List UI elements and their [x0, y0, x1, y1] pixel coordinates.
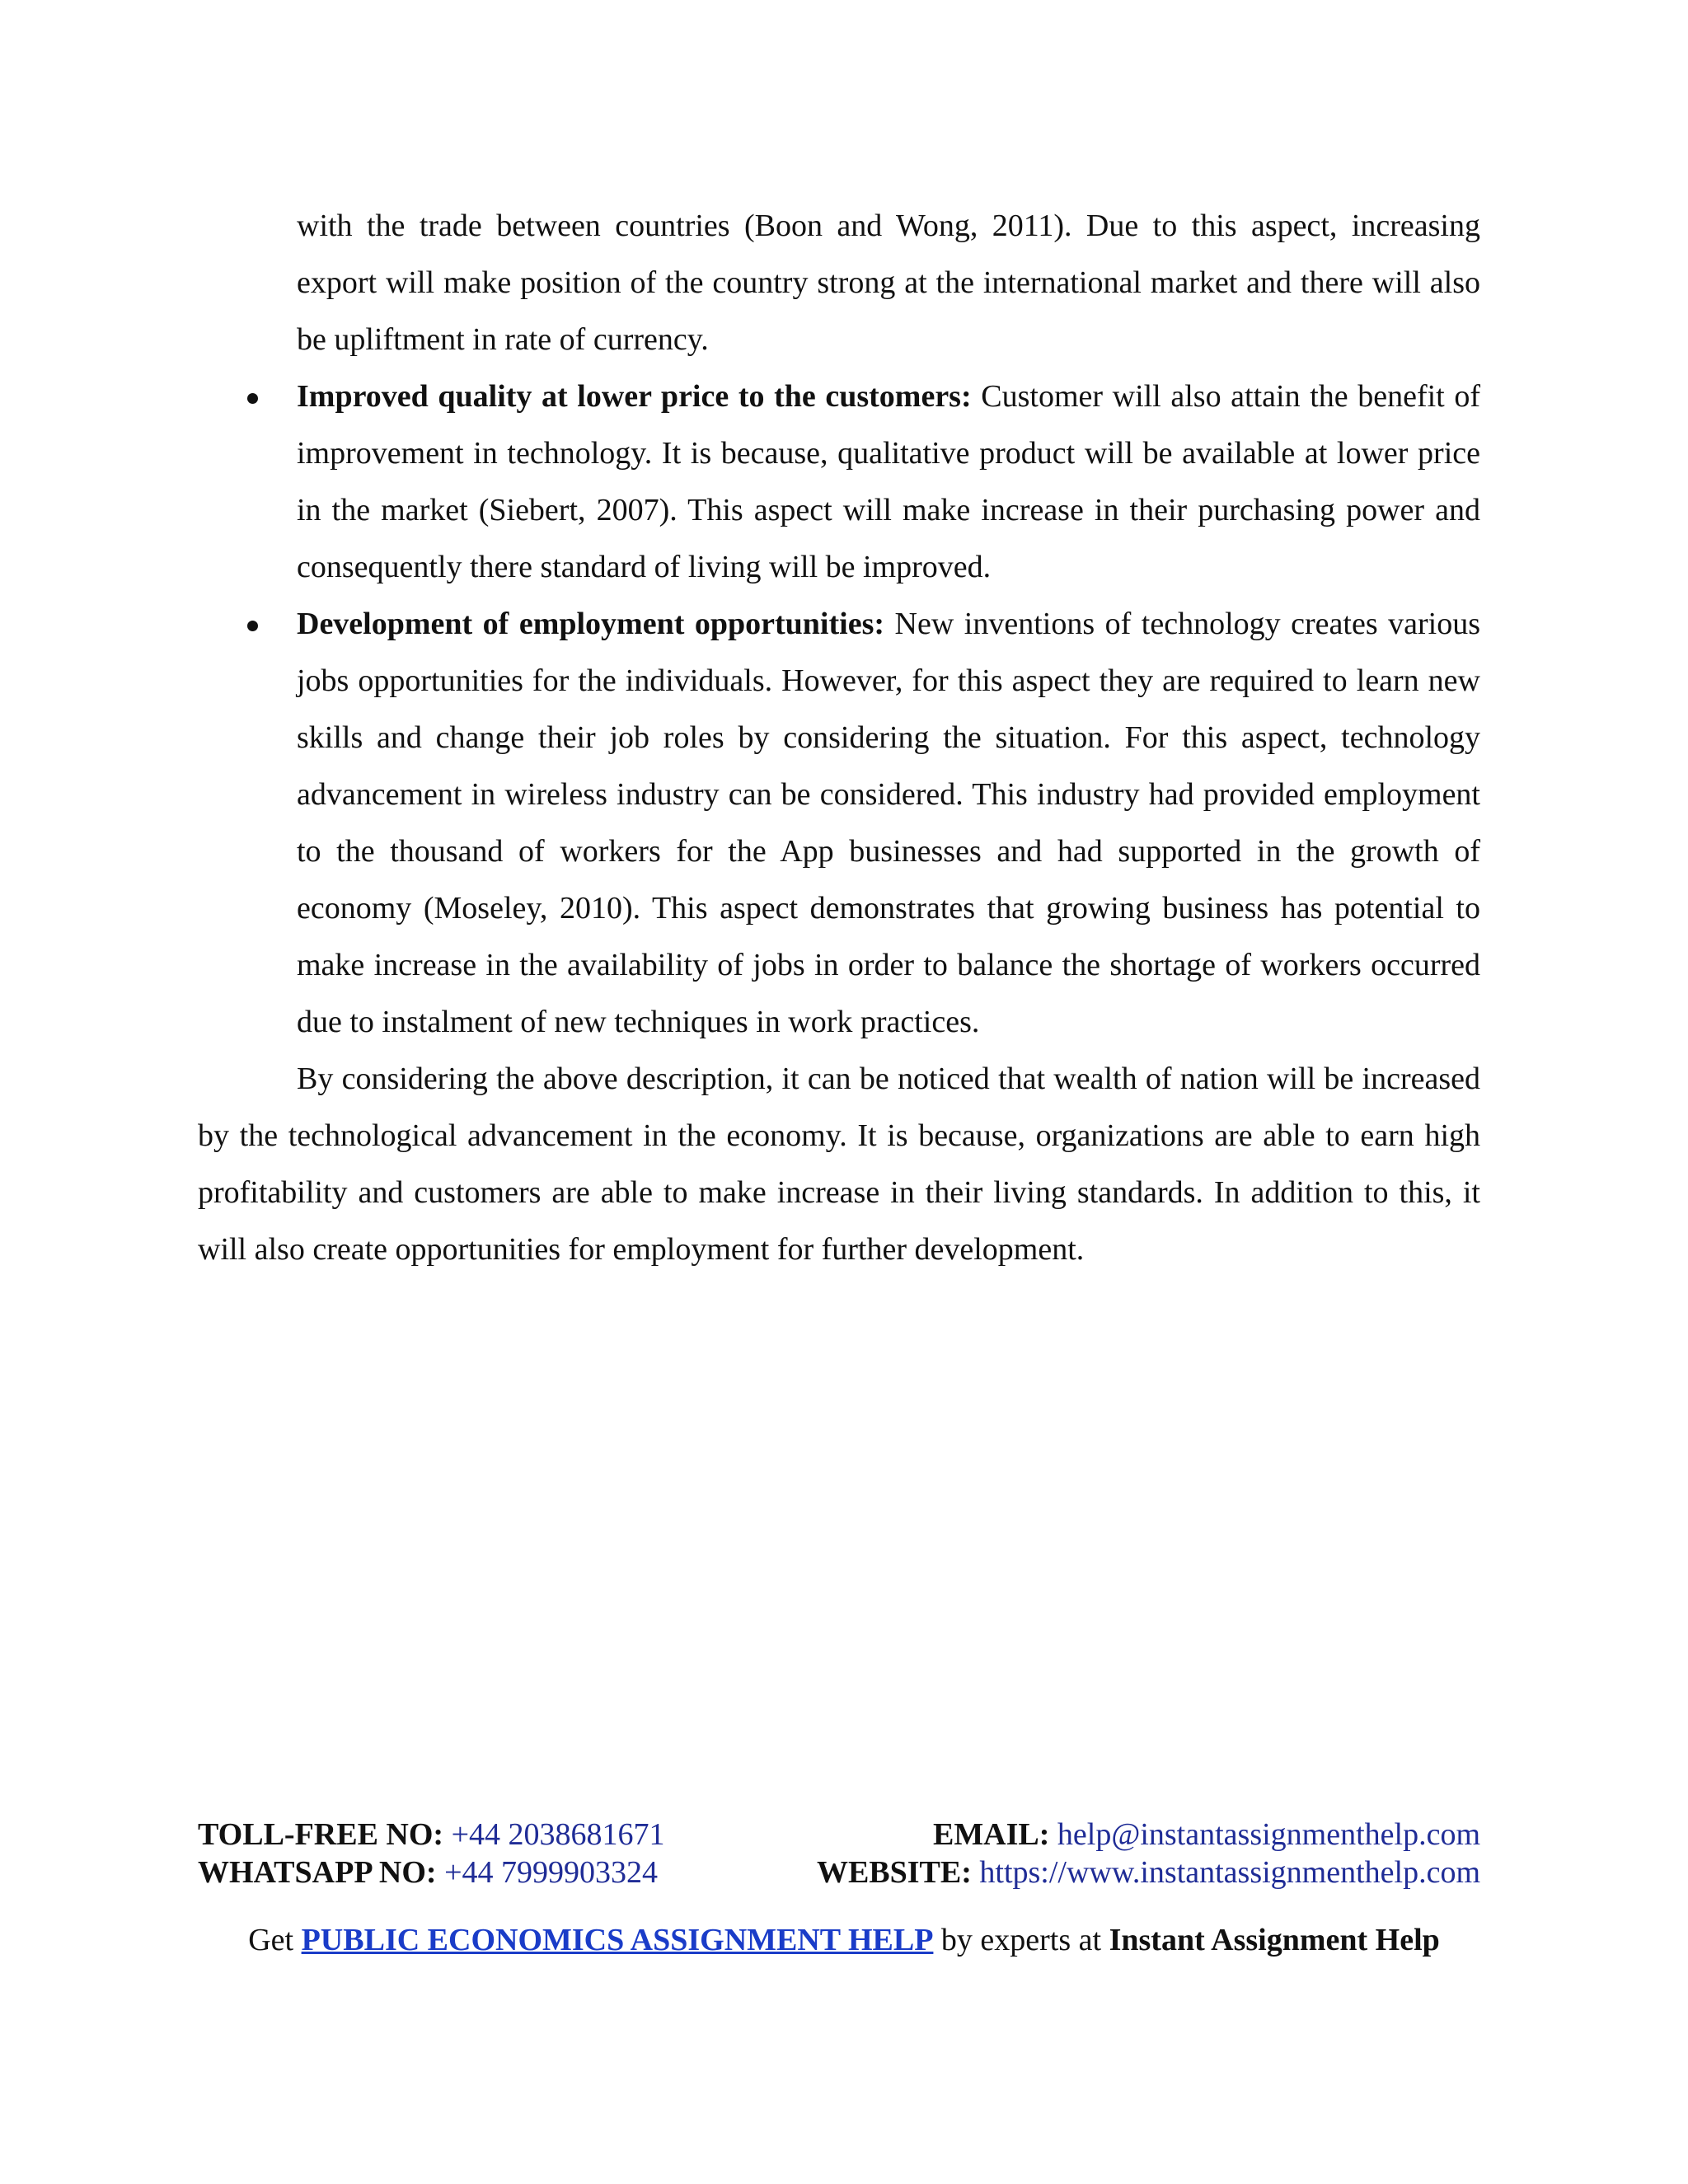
contact-footer — [198, 1816, 1480, 1891]
tollfree-block — [198, 1816, 725, 1854]
bullet-text: Customer will also attain the benefit of improvement in technology. It is because, qualitative product will be available at lower price in the market (Siebert, 2007). This aspect will make increase in their purchasing power and consequently there standard of living will be improved. — [297, 379, 1480, 584]
document-body — [198, 198, 1480, 1278]
bullet-icon — [247, 393, 258, 404]
promo-line — [0, 1920, 1688, 1960]
bullet-heading: Development of employment opportunities: — [297, 607, 885, 641]
email-block — [933, 1816, 1480, 1854]
footer-row-2 — [198, 1854, 1480, 1891]
promo-link[interactable]: PUBLIC ECONOMICS ASSIGNMENT HELP — [301, 1923, 934, 1957]
whatsapp-number[interactable]: +44 7999903324 — [444, 1855, 659, 1890]
bullet-item-quality — [198, 368, 1480, 596]
bullet-text: New inventions of technology creates various jobs opportunities for the individuals. However, for this aspect they are required to learn new skills and change their job roles by considering the situation. For this aspect, technology advancement in wireless industry can be considered. This industry had provided employment to the thousand of workers for the App businesses and had supported in the growth of economy (Moseley, 2010). This aspect demonstrates that growing business has potential to make increase in the availability of jobs in order to balance the shortage of workers occurred due to instalment of new techniques in work practices. — [297, 607, 1480, 1039]
website-label: WEBSITE: — [816, 1855, 972, 1890]
website-block — [817, 1854, 1480, 1891]
promo-prefix: Get — [248, 1923, 294, 1957]
email-label: EMAIL: — [932, 1817, 1050, 1852]
conclusion-paragraph: By considering the above description, it can be noticed that wealth of nation will be increased by the technological advancement in the economy. It is because, organizations are able to earn high profitability and customers are able to make increase in their living standards. In addition to this, it will also create opportunities for employment for further development. — [198, 1062, 1480, 1267]
bullet-heading: Improved quality at lower price to the customers: — [297, 379, 972, 414]
continuation-paragraph: with the trade between countries (Boon and Wong, 2011). Due to this aspect, increasing export will make position of the country strong at the international market and there will also be upliftment in rate of currency. — [297, 209, 1480, 357]
whatsapp-label: WHATSAPP NO: — [198, 1855, 437, 1890]
footer-row-1 — [198, 1816, 1480, 1854]
tollfree-number[interactable]: +44 2038681671 — [451, 1817, 665, 1852]
promo-brand: Instant Assignment Help — [1109, 1923, 1440, 1957]
email-link[interactable]: help@instantassignmenthelp.com — [1057, 1817, 1480, 1852]
promo-middle: by experts at — [940, 1923, 1102, 1957]
bullet-icon — [247, 621, 258, 631]
bullet-item-employment — [198, 596, 1480, 1051]
whatsapp-block — [198, 1854, 725, 1891]
tollfree-label: TOLL-FREE NO: — [198, 1817, 444, 1852]
website-link[interactable]: https://www.instantassignmenthelp.com — [979, 1855, 1480, 1890]
